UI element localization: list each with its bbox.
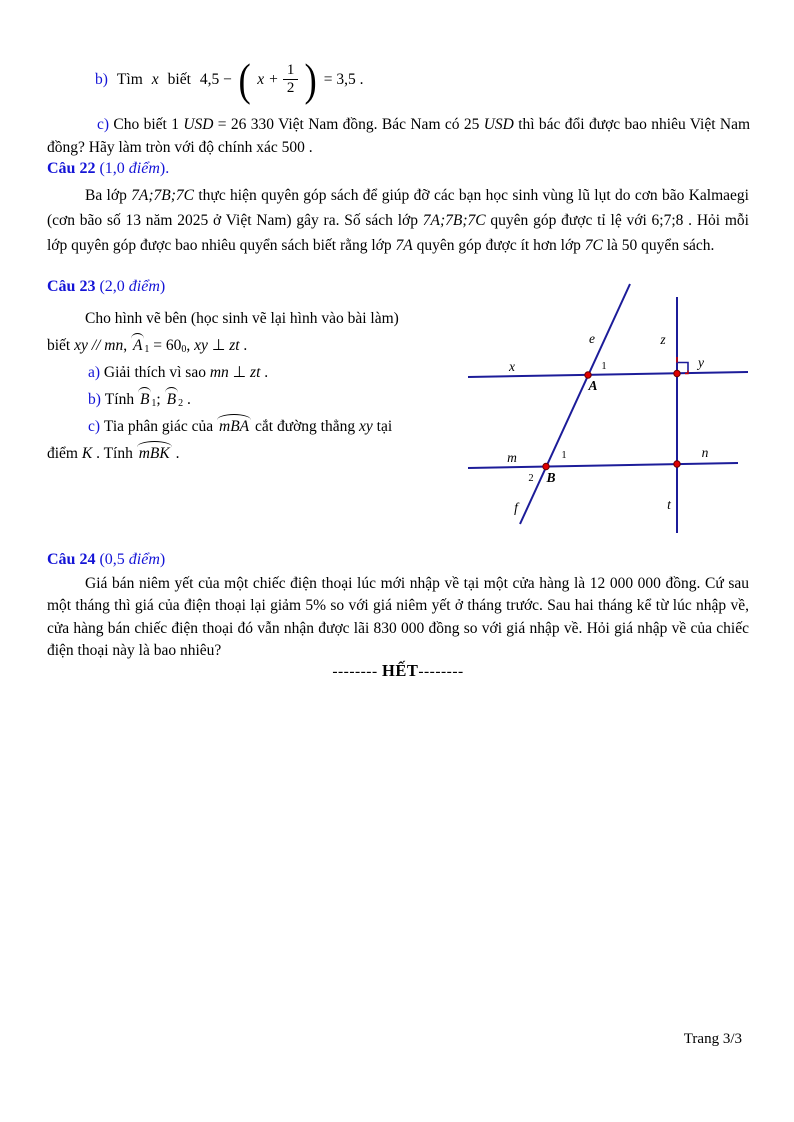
fraction-denominator: 2 [286, 80, 295, 97]
page-number: Trang 3/3 [683, 1031, 742, 1047]
q23-math-zt: zt [229, 337, 240, 354]
q23-part-b [47, 382, 461, 409]
angle-mBA-hat: mBA [219, 418, 250, 435]
question-22-header [47, 160, 169, 178]
q23b-semicolon: ; [156, 391, 165, 408]
item-label-b2: b) [88, 391, 101, 408]
q23c-text-1: Tia phân giác của [100, 418, 217, 435]
q23-number: Câu 23 [47, 278, 96, 295]
q22-classes-2: 7A;7B;7C [422, 212, 486, 229]
fraction [283, 63, 299, 98]
question-22-paragraph [47, 183, 749, 258]
q22-points-a: (1,0 [95, 160, 129, 177]
q23c-math-xy: xy [359, 418, 373, 435]
q21c-text-1: Cho biết 1 [109, 116, 184, 133]
q24-points-word: điểm [128, 551, 160, 568]
q23-points-b: ) [159, 278, 166, 295]
q23-given-3: = 60 [149, 337, 182, 354]
q22-number: Câu 22 [47, 160, 96, 177]
label-A: A [588, 378, 598, 393]
expr-lead: 4,5 − [199, 70, 232, 88]
q23c-text-3: tại [372, 418, 393, 435]
question-23-header [47, 278, 165, 296]
q24-points-b: ) [159, 551, 166, 568]
q21b-text-1: Tìm [116, 71, 143, 88]
angle-A-sub: 1 [144, 344, 150, 355]
question-23-column [47, 301, 461, 463]
angle-A-hat: A [132, 337, 143, 354]
q21c-text-3: thì bác đổi được bao nhiêu Việt Nam đồng? Hãy làm tròn với độ chính xác 500 . [47, 116, 751, 156]
end-dashes-right: -------- [418, 663, 464, 680]
label-m: m [507, 450, 517, 465]
point-zmn [674, 461, 680, 467]
q23-given-1: biết [47, 337, 75, 354]
q21c-usd-2: USD [483, 116, 514, 133]
q21b-var-x: x [151, 71, 159, 88]
end-dashes-left: -------- [332, 663, 382, 680]
label-angle-1-at-B: 1 [561, 450, 567, 461]
q23a-perp: ⊥ [228, 364, 251, 381]
question-21c-paragraph [47, 113, 750, 159]
q23a-text-1: Giải thích vì sao [100, 364, 210, 381]
q23-points-word: điểm [128, 278, 160, 295]
q23d-text-2: . Tính [92, 445, 137, 462]
math-expression [199, 54, 364, 106]
label-t: t [667, 497, 671, 512]
q22-class-7a: 7A [395, 237, 413, 254]
q23-given-5: . [239, 337, 248, 354]
q23d-point-K: K [81, 445, 93, 462]
label-n: n [701, 445, 709, 460]
q23a-math-mn: mn [209, 364, 229, 381]
expr-var: x [257, 70, 265, 88]
expr-tail: = 3,5 . [323, 70, 364, 88]
label-angle-2-at-B: 2 [528, 473, 534, 484]
q23-line-1 [47, 301, 461, 328]
paren-open: ( [238, 54, 251, 106]
q23-perp-1: ⊥ [207, 337, 230, 354]
q23-part-c-cont [47, 436, 461, 463]
q23-given-2: , [123, 337, 131, 354]
q23a-math-zt: zt [250, 364, 261, 381]
q22-classes-1: 7A;7B;7C [131, 187, 195, 204]
label-e: e [589, 331, 595, 346]
q21b-text-2: biết [167, 71, 191, 88]
label-angle-1-at-A: 1 [601, 361, 607, 372]
q23b-dot: . [183, 391, 191, 408]
angle-B2-sub: 2 [178, 398, 184, 409]
expr-plus: + [269, 70, 278, 88]
q23c-text-2: cắt đường thẳng [251, 418, 359, 435]
q23-points-a: (2,0 [95, 278, 129, 295]
q23-given-4: , [186, 337, 195, 354]
angle-mBK-hat: mBK [138, 445, 170, 462]
item-label-b: b) [95, 71, 108, 88]
q22-points-b: ). [159, 160, 170, 177]
degree-sup: 0 [181, 344, 187, 355]
q22-class-7c: 7C [584, 237, 603, 254]
angle-B1-sub: 1 [151, 398, 157, 409]
q21c-usd-1: USD [183, 116, 214, 133]
paren-close: ) [304, 54, 318, 106]
angle-B2-hat: B [166, 391, 177, 408]
q24-number: Câu 24 [47, 551, 96, 568]
item-label-c2: c) [88, 418, 101, 435]
q22-text-5: là 50 quyển sách. [602, 237, 715, 254]
question-24-header [47, 551, 165, 569]
q21c-text-2: = 26 330 Việt Nam đồng. Bác Nam có 25 [213, 116, 484, 133]
end-word: HẾT [382, 661, 419, 680]
question-21b-line [95, 52, 363, 108]
label-x: x [509, 359, 515, 374]
q22-text-3: quyên góp được tỉ lệ với 6;7;8 . Hỏi mỗi lớp quyên góp được bao nhiêu quyển sách biết rằng lớp [47, 212, 749, 254]
label-y: y [698, 355, 704, 370]
fraction-numerator: 1 [283, 63, 299, 81]
q22-text-1: Ba lớp [85, 187, 132, 204]
q22-text-4: quyên góp được ít hơn lớp [412, 237, 585, 254]
label-z: z [660, 332, 666, 347]
angle-B1-hat: B [139, 391, 150, 408]
label-B: B [546, 470, 556, 485]
item-label-c: c) [97, 116, 110, 133]
q23-part-a [47, 355, 461, 382]
item-label-a: a) [88, 364, 101, 381]
q23-math-xymn: xy // mn [74, 337, 124, 354]
end-line [47, 661, 749, 681]
q23d-text-1: điểm [47, 445, 82, 462]
q23-intro: Cho hình vẽ bên (học sinh vẽ lại hình vào bài làm) [85, 310, 399, 327]
question-24-paragraph [47, 573, 749, 662]
q22-points-word: điểm [128, 160, 160, 177]
point-zxy [674, 370, 680, 376]
q24-points-a: (0,5 [95, 551, 129, 568]
q23b-text: Tính [100, 391, 138, 408]
q23-math-xy: xy [194, 337, 208, 354]
point-B [543, 463, 549, 469]
q24-text: Giá bán niêm yết của một chiếc điện thoại lúc mới nhập về tại một cửa hàng là 12 000 000 đồng. Cứ sau một tháng thì giá của điện thoại lại giảm 5% so với giá niêm yết ở tháng trước. Sau hai tháng kể từ lúc nhập về, cửa hàng bán chiếc điện thoại đó vẫn nhận được lãi 830 000 đồng so với giá nhập về. Hỏi giá nhập về của chiếc điện thoại này là bao nhiêu? [47, 575, 749, 659]
right-angle-red-corner [685, 371, 688, 374]
q23a-dot: . [260, 364, 269, 381]
geometry-figure [452, 281, 760, 535]
label-f: f [514, 500, 518, 515]
q22-text-2: thực hiện quyên góp sách để giúp đỡ các bạn học sinh vùng lũ lụt do cơn bão Kalmaegi (cơn bão số 13 năm 2025 ở Việt Nam) gây ra. Số sách lớp [47, 187, 749, 229]
q23-part-c [47, 409, 461, 436]
q23-line-2 [47, 328, 461, 355]
q23d-text-3: . [171, 445, 180, 462]
line-ef [520, 284, 630, 524]
